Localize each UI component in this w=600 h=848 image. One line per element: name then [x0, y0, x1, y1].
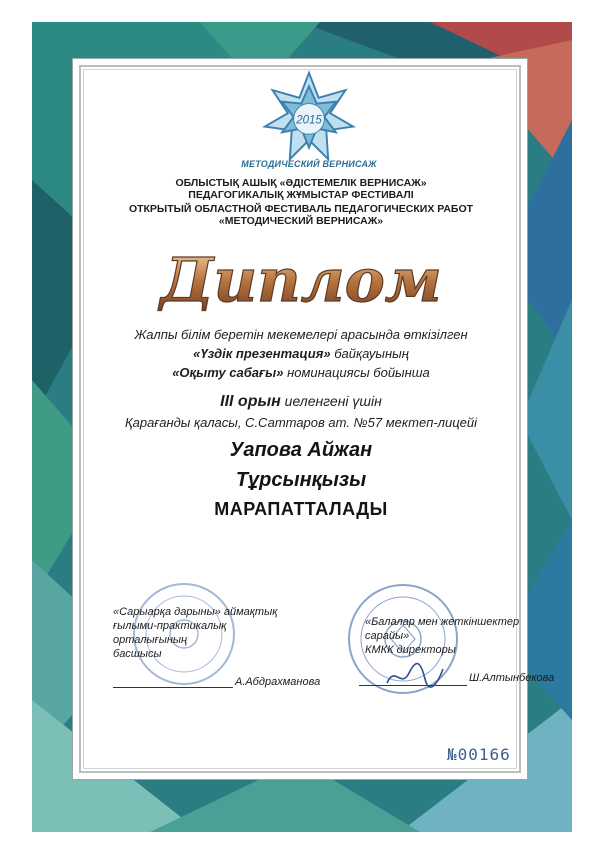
organizer-line-1: ОБЛЫСТЫҚ АШЫҚ «ӘДІСТЕМЕЛІК ВЕРНИСАЖ» [175, 177, 427, 189]
contest-name: «Үздік презентация» [193, 346, 331, 361]
left-org-line-2: ғылыми-практикалық орталығының [113, 620, 227, 646]
body-line-1: Жалпы білім беретін мекемелері арасында өткізілген [134, 327, 468, 342]
recipient-name-line-2: Тұрсынқызы [235, 469, 367, 491]
award-verb: МАРАПАТТАЛАДЫ [214, 499, 388, 519]
organizer-line-2: ПЕДАГОГИКАЛЫҚ ЖҰМЫСТАР ФЕСТИВАЛІ [188, 189, 414, 201]
nomination-name: «Оқыту сабағы» [172, 365, 284, 380]
left-org-line-3: басшысы [113, 648, 162, 660]
place-value: III орын [220, 393, 281, 410]
place-line-rest: иеленгені үшін [280, 393, 382, 409]
left-signature-line [113, 687, 233, 688]
recipient-name-line-1: Уапова Айжан [229, 439, 373, 461]
right-signatory-block [365, 615, 535, 657]
organizer-line-3: ОТКРЫТЫЙ ОБЛАСТНОЙ ФЕСТИВАЛЬ ПЕДАГОГИЧЕСКИХ РАБОТ [128, 203, 474, 215]
serial-number: №00166 [447, 745, 511, 764]
logo-year: 2015 [296, 114, 322, 127]
right-org-line-1: «Балалар мен жеткіншектер сарайы» [365, 616, 520, 642]
certificate-panel [72, 58, 555, 780]
left-org-line-1: «Сарыарқа дарыны» аймақтық [113, 606, 278, 618]
place-line [93, 393, 509, 411]
body-line-2 [93, 346, 509, 361]
left-signatory-name: А.Абдрахманова [235, 676, 321, 688]
organizer-line-4: «МЕТОДИЧЕСКИЙ ВЕРНИСАЖ» [218, 215, 384, 227]
body-line-3 [93, 365, 509, 380]
logo-caption: МЕТОДИЧЕСКИЙ ВЕРНИСАЖ [241, 159, 377, 169]
right-signatory-name: Ш.Алтынбекова [469, 672, 555, 684]
right-org-line-2: КМКК директоры [365, 644, 456, 656]
festival-logo-icon [261, 69, 357, 165]
body-line-2-rest: байқауының [330, 346, 409, 361]
left-signatory-block [113, 605, 303, 661]
diploma-title [133, 245, 469, 315]
body-line-3-rest: номинациясы бойынша [283, 365, 430, 380]
school-line: Қарағанды қаласы, С.Саттаров ат. №57 мектеп-лицейі [124, 415, 478, 430]
diploma-title-text: Диплом [160, 246, 442, 315]
right-handwritten-signature-icon [385, 661, 445, 691]
